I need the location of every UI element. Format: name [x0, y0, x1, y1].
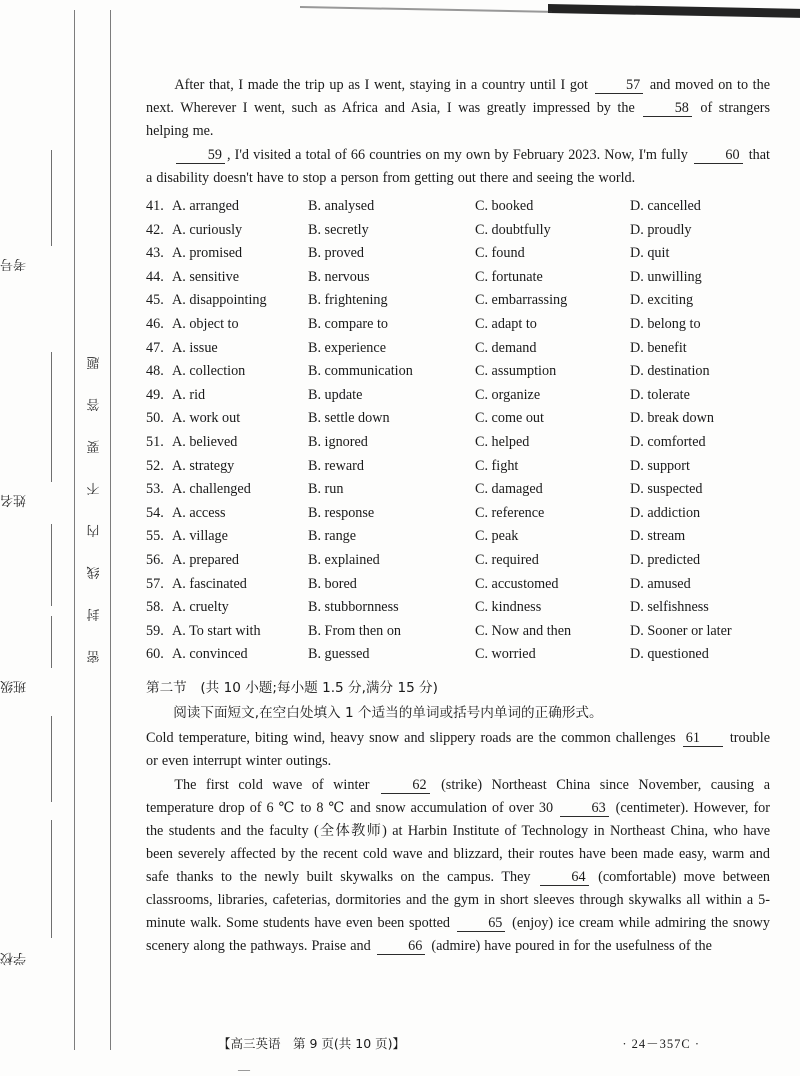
- question-number: 42.: [146, 221, 164, 238]
- question-number: 49.: [146, 386, 164, 403]
- cloze-options-list: [146, 195, 770, 667]
- field-label-school: 学校: [0, 950, 27, 965]
- option-b[interactable]: B. stubbornness: [308, 599, 399, 616]
- option-a[interactable]: A. believed: [172, 433, 238, 450]
- option-c[interactable]: C. embarrassing: [475, 292, 568, 309]
- section-two-heading: 第二节 (共 10 小题;每小题 1.5 分,满分 15 分): [146, 679, 438, 696]
- option-row: [146, 384, 770, 408]
- section-two: [146, 677, 770, 958]
- scan-artifact-black-bar: [548, 4, 800, 18]
- question-number: 54.: [146, 504, 164, 521]
- option-d[interactable]: D. unwilling: [630, 268, 702, 285]
- option-b[interactable]: B. frightening: [308, 292, 388, 309]
- option-row: [146, 360, 770, 384]
- option-a[interactable]: A. prepared: [172, 551, 239, 568]
- field-rule-school[interactable]: [51, 820, 52, 938]
- field-rule-class-2[interactable]: [51, 716, 52, 802]
- exam-content: [146, 74, 770, 959]
- option-b[interactable]: B. guessed: [308, 646, 370, 663]
- option-c[interactable]: C. reference: [475, 504, 545, 521]
- option-row: [146, 431, 770, 455]
- question-number: 44.: [146, 268, 164, 285]
- option-row: [146, 242, 770, 266]
- option-b[interactable]: B. secretly: [308, 221, 369, 238]
- option-row: [146, 337, 770, 361]
- option-b[interactable]: B. compare to: [308, 315, 388, 332]
- option-row: [146, 313, 770, 337]
- field-rule-class[interactable]: [51, 616, 52, 668]
- option-d[interactable]: D. selfishness: [630, 599, 709, 616]
- answer-blank-63[interactable]: 63: [560, 800, 609, 817]
- option-d[interactable]: D. quit: [630, 245, 670, 262]
- option-d[interactable]: D. tolerate: [630, 386, 690, 403]
- seal-rule-outer: [74, 10, 75, 1050]
- option-a[interactable]: A. disappointing: [172, 292, 267, 309]
- question-number: 57.: [146, 575, 164, 592]
- option-b[interactable]: B. nervous: [308, 268, 370, 285]
- option-a[interactable]: A. issue: [172, 339, 218, 356]
- footer-paper-code: · 24－357C ·: [622, 1037, 700, 1051]
- question-number: 48.: [146, 363, 164, 380]
- option-d[interactable]: D. predicted: [630, 551, 701, 568]
- question-number: 45.: [146, 292, 164, 309]
- option-c[interactable]: C. helped: [475, 433, 530, 450]
- question-number: 51.: [146, 433, 164, 450]
- option-b[interactable]: B. experience: [308, 339, 386, 356]
- field-rule-name-2[interactable]: [51, 524, 52, 606]
- option-c[interactable]: C. damaged: [475, 481, 543, 498]
- seal-char: 题: [86, 354, 100, 369]
- option-d[interactable]: D. exciting: [630, 292, 694, 309]
- option-a[interactable]: A. sensitive: [172, 268, 239, 285]
- option-b[interactable]: B. update: [308, 386, 363, 403]
- option-d[interactable]: D. stream: [630, 528, 686, 545]
- option-a[interactable]: A. promised: [172, 245, 243, 262]
- option-a[interactable]: A. curiously: [172, 221, 243, 238]
- seal-char: 内: [86, 522, 100, 537]
- seal-char: 线: [86, 564, 100, 579]
- option-a[interactable]: A. fascinated: [172, 575, 247, 592]
- question-number: 43.: [146, 245, 164, 262]
- option-c[interactable]: C. demand: [475, 339, 537, 356]
- option-c[interactable]: C. assumption: [475, 363, 557, 380]
- field-label-class: 班级: [0, 678, 27, 693]
- option-c[interactable]: C. peak: [475, 528, 519, 545]
- section-two-instruction: 阅读下面短文,在空白处填入 1 个适当的单词或括号内单词的正确形式。: [173, 704, 603, 721]
- question-number: 53.: [146, 481, 164, 498]
- question-number: 58.: [146, 599, 164, 616]
- option-b[interactable]: B. range: [308, 528, 357, 545]
- option-d[interactable]: D. suspected: [630, 481, 703, 498]
- option-c[interactable]: C. fortunate: [475, 268, 543, 285]
- option-row: [146, 549, 770, 573]
- seal-char: 封: [86, 606, 100, 621]
- question-number: 50.: [146, 410, 164, 427]
- question-number: 60.: [146, 646, 164, 663]
- option-b[interactable]: B. reward: [308, 457, 364, 474]
- option-c[interactable]: C. come out: [475, 410, 544, 427]
- section-two-line: The first cold wave of winter 62 (strike) Northeast China since November, causing a temperature drop of 6 ℃ to 8 ℃ and snow accumulation of over 30 63 (centimeter). However, for the students and the faculty (全体教师) at Harbin Institute of Technology in Northeast China, who have been severely affected by the recent cold wave and blizzard, their routes have been made easy, warm and safe thanks to the newly built skywalks on the campus. They 64 (comfortable) move between classrooms, libraries, cafeterias, dormitories and the gym in short sleeves through skywalks all within a 5-minute walk. Some students have even been spotted 65 (enjoy) ice cream while admiring the snowy scenery along the pathways. Praise and 66 (admire) have poured in for the usefulness of the: [146, 776, 770, 954]
- option-a[interactable]: A. work out: [172, 410, 241, 427]
- scan-artifact-stray-mark: —: [238, 1062, 250, 1076]
- answer-blank-64[interactable]: 64: [540, 869, 589, 886]
- option-row: [146, 195, 770, 219]
- option-c[interactable]: C. organize: [475, 386, 541, 403]
- field-rule-exam-number[interactable]: [51, 150, 52, 246]
- option-row: [146, 620, 770, 644]
- option-c[interactable]: C. adapt to: [475, 315, 537, 332]
- option-row: [146, 478, 770, 502]
- footer-page-label: 【高三英语 第 9 页(共 10 页)】: [218, 1036, 406, 1051]
- option-row: [146, 596, 770, 620]
- answer-blank-65[interactable]: 65: [457, 915, 506, 932]
- option-row: [146, 219, 770, 243]
- option-a[interactable]: A. strategy: [172, 457, 235, 474]
- option-a[interactable]: A. access: [172, 504, 226, 521]
- option-a[interactable]: A. cruelty: [172, 599, 229, 616]
- option-row: [146, 289, 770, 313]
- field-label-name: 姓名: [0, 492, 27, 507]
- option-d[interactable]: D. Sooner or later: [630, 622, 732, 639]
- option-row: [146, 455, 770, 479]
- option-a[interactable]: A. To start with: [172, 622, 261, 639]
- option-row: [146, 502, 770, 526]
- option-b[interactable]: B. bored: [308, 575, 357, 592]
- answer-blank-57[interactable]: 57: [595, 77, 644, 94]
- option-row: [146, 643, 770, 667]
- seal-char: 答: [86, 396, 100, 411]
- option-d[interactable]: D. benefit: [630, 339, 687, 356]
- answer-blank-58[interactable]: 58: [643, 100, 692, 117]
- option-a[interactable]: A. village: [172, 528, 228, 545]
- option-b[interactable]: B. ignored: [308, 433, 368, 450]
- answer-blank-66[interactable]: 66: [377, 938, 426, 955]
- scan-artifact-thin-line: [300, 6, 552, 13]
- option-a[interactable]: A. challenged: [172, 481, 251, 498]
- option-a[interactable]: A. arranged: [172, 198, 239, 214]
- option-c[interactable]: C. fight: [475, 457, 519, 474]
- question-number: 55.: [146, 528, 164, 545]
- option-c[interactable]: C. Now and then: [475, 622, 572, 639]
- option-a[interactable]: A. convinced: [172, 646, 248, 663]
- option-d[interactable]: D. questioned: [630, 646, 709, 663]
- option-a[interactable]: A. rid: [172, 386, 206, 403]
- option-c[interactable]: C. found: [475, 245, 525, 262]
- question-number: 59.: [146, 622, 164, 639]
- question-number: 52.: [146, 457, 164, 474]
- question-number: 47.: [146, 339, 164, 356]
- option-d[interactable]: D. cancelled: [630, 198, 701, 214]
- option-c[interactable]: C. required: [475, 551, 539, 568]
- option-row: [146, 573, 770, 597]
- option-d[interactable]: D. support: [630, 457, 690, 474]
- option-b[interactable]: B. proved: [308, 245, 364, 262]
- answer-blank-62[interactable]: 62: [381, 777, 430, 794]
- option-b[interactable]: B. run: [308, 481, 344, 498]
- option-a[interactable]: A. collection: [172, 363, 246, 380]
- option-b[interactable]: B. response: [308, 504, 375, 521]
- option-a[interactable]: A. object to: [172, 315, 239, 332]
- option-d[interactable]: D. addiction: [630, 504, 701, 521]
- field-rule-name[interactable]: [51, 352, 52, 482]
- option-d[interactable]: D. comforted: [630, 433, 706, 450]
- question-number: 46.: [146, 315, 164, 332]
- option-c[interactable]: C. accustomed: [475, 575, 559, 592]
- option-row: [146, 525, 770, 549]
- section-two-line: Cold temperature, biting wind, heavy snow and slippery roads are the common challenges 61 trouble or even interrupt winter outings.: [146, 729, 771, 769]
- option-row: [146, 407, 770, 431]
- question-number: 56.: [146, 551, 164, 568]
- field-label-exam-number: 考号: [0, 256, 27, 271]
- option-c[interactable]: C. booked: [475, 198, 534, 214]
- option-d[interactable]: D. break down: [630, 410, 714, 427]
- option-row: [146, 266, 770, 290]
- answer-blank-61[interactable]: 61: [683, 730, 723, 747]
- passage-line: After that, I made the trip up as I went, staying in a country until I got 57 and moved on to the next. Wherever I went, such as Africa and Asia, I was greatly impressed by the 58 of strangers helping me.: [146, 77, 770, 139]
- option-d[interactable]: D. proudly: [630, 221, 692, 238]
- option-d[interactable]: D. amused: [630, 575, 691, 592]
- option-d[interactable]: D. belong to: [630, 315, 701, 332]
- option-c[interactable]: C. doubtfully: [475, 221, 551, 238]
- seal-char: 要: [86, 438, 100, 453]
- question-number: 41.: [146, 198, 164, 214]
- option-b[interactable]: B. communication: [308, 363, 413, 380]
- option-b[interactable]: B. settle down: [308, 410, 390, 427]
- cloze-passage-tail: [146, 74, 770, 190]
- answer-blank-60[interactable]: 60: [694, 147, 743, 164]
- seal-char: 不: [86, 480, 100, 495]
- answer-blank-59[interactable]: 59: [176, 147, 225, 164]
- option-b[interactable]: B. explained: [308, 551, 380, 568]
- page-footer: [146, 1034, 770, 1052]
- seal-rule-inner: [110, 10, 111, 1050]
- option-c[interactable]: C. kindness: [475, 599, 542, 616]
- seal-char: 密: [86, 648, 100, 663]
- passage-line: 59 , I'd visited a total of 66 countries on my own by February 2023. Now, I'm fully 60 that a disability doesn't have to stop a person from getting out there and seeing the world.: [146, 147, 770, 186]
- seal-line-phrase: [82, 355, 104, 691]
- option-d[interactable]: D. destination: [630, 363, 710, 380]
- option-b[interactable]: B. From then on: [308, 622, 402, 639]
- option-b[interactable]: B. analysed: [308, 198, 375, 214]
- option-c[interactable]: C. worried: [475, 646, 536, 663]
